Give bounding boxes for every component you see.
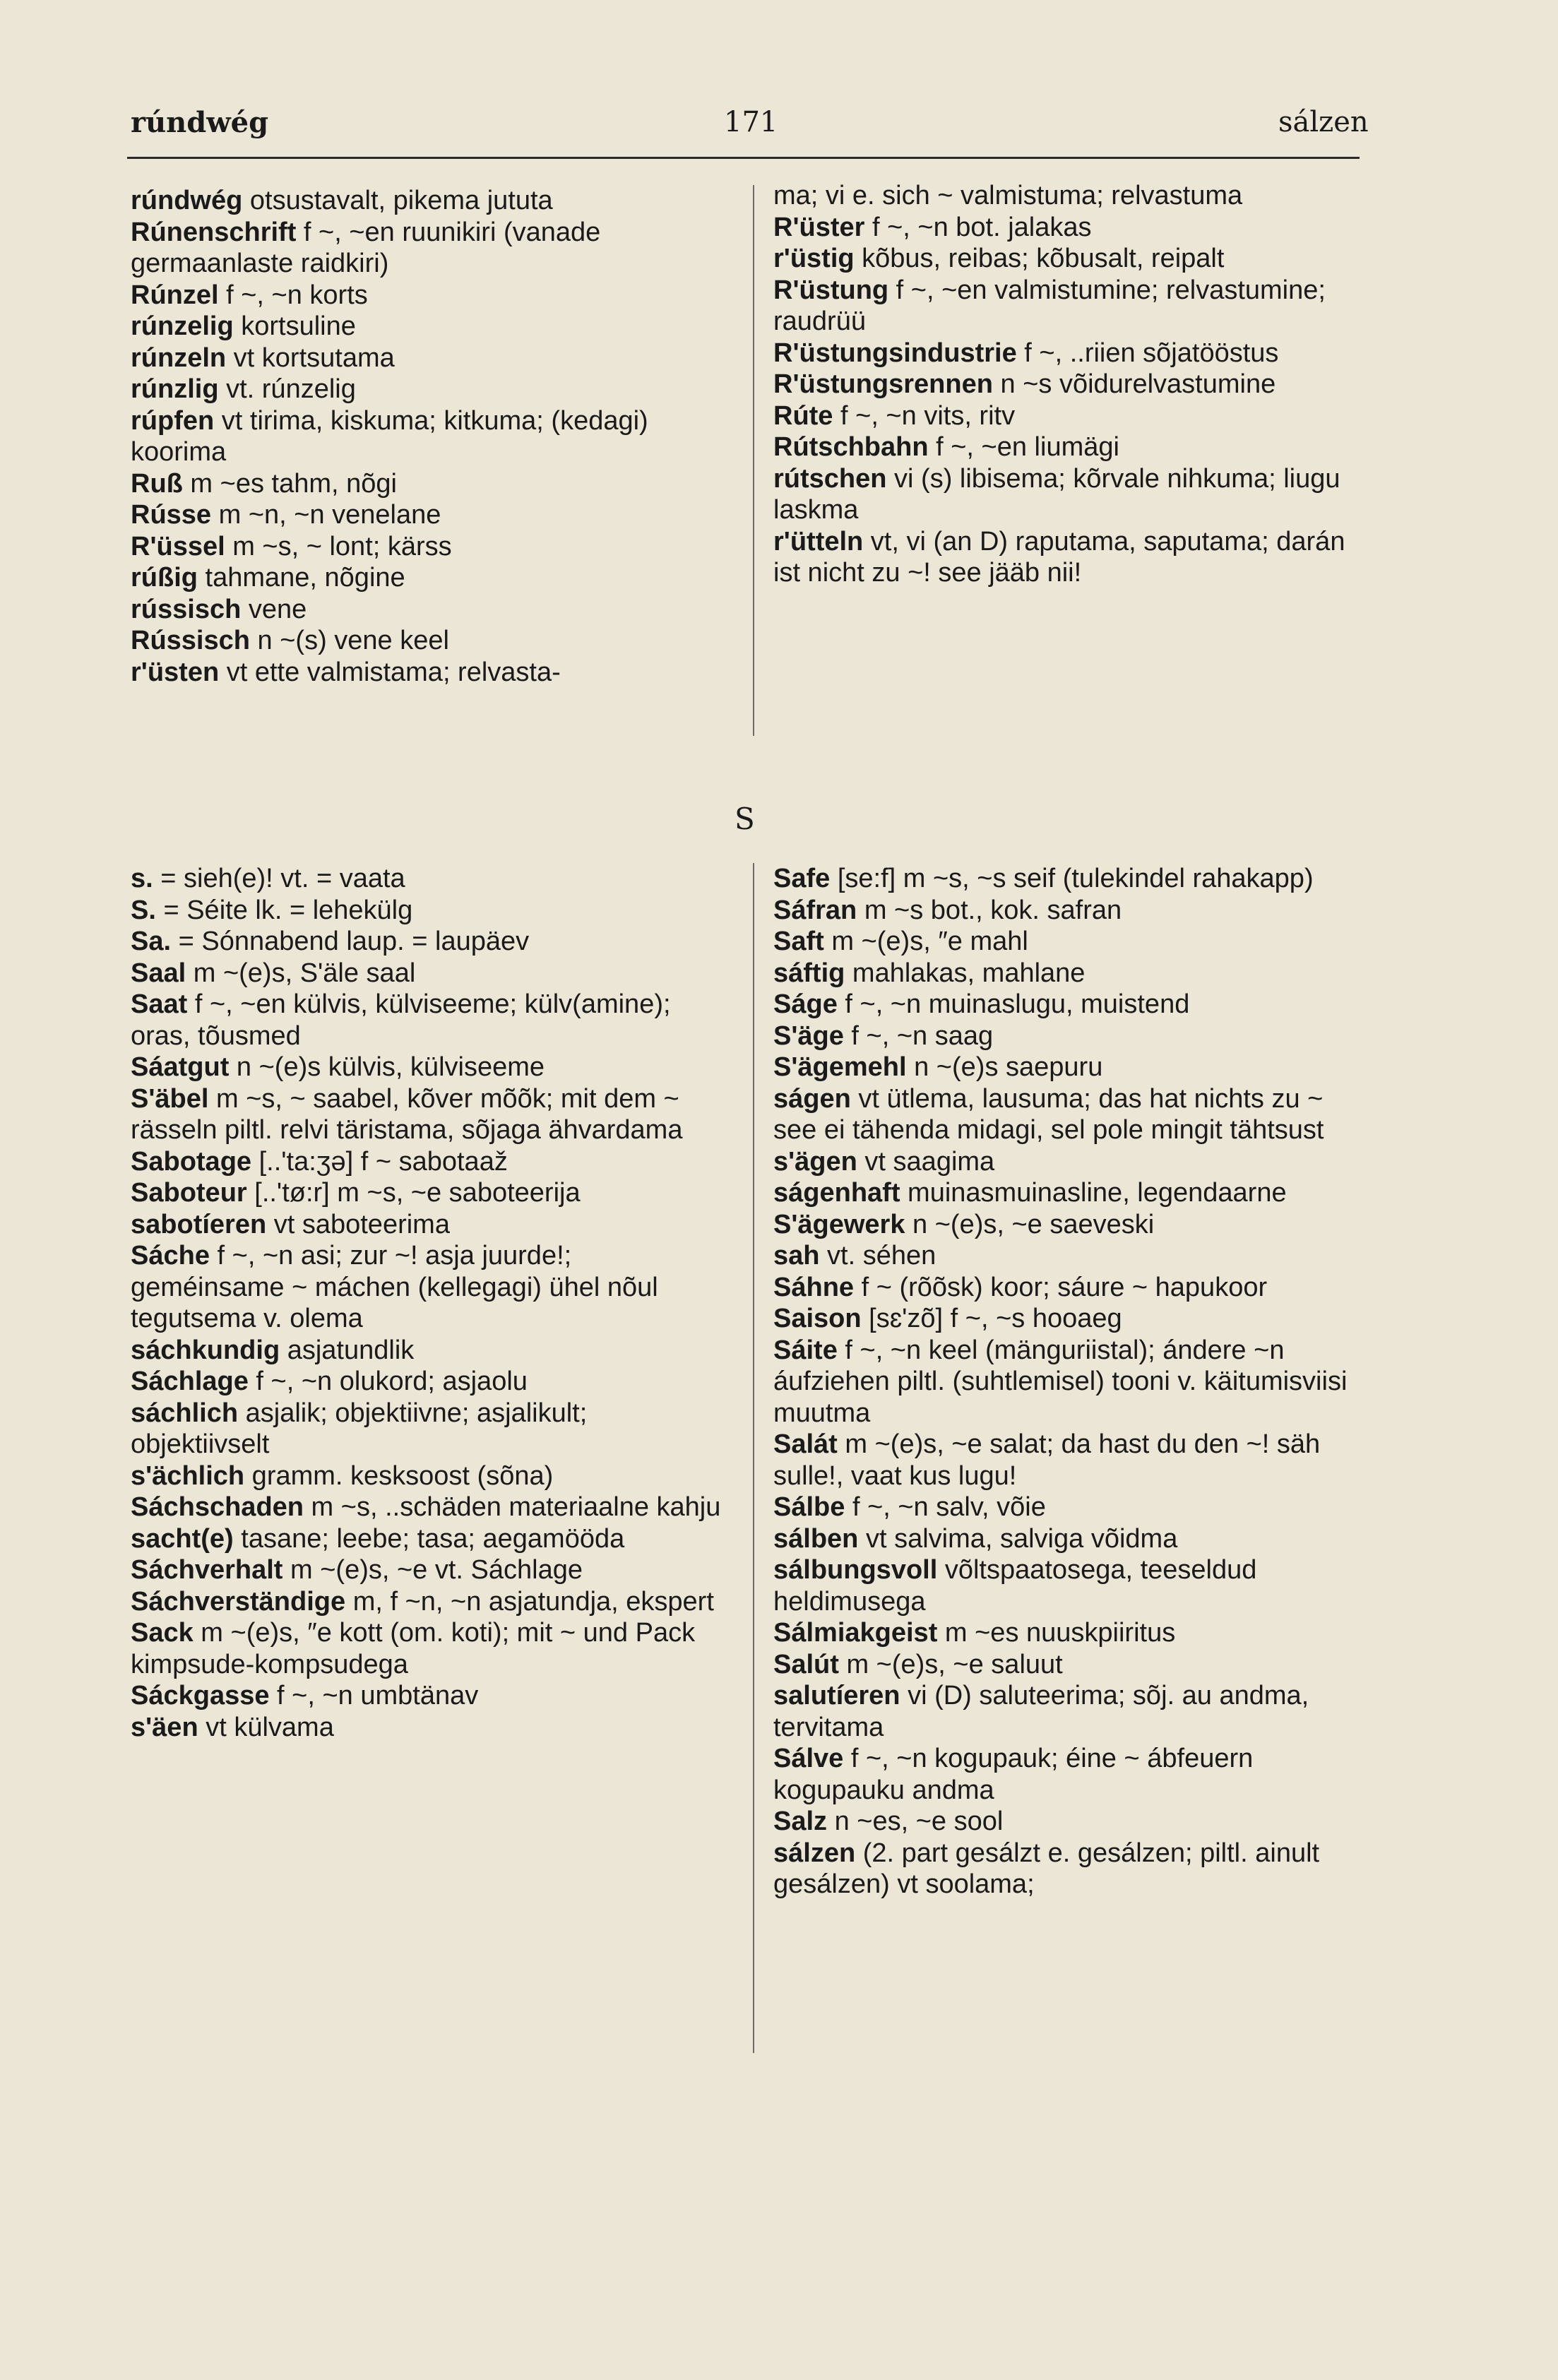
entry-definition: f ~, ~en liumägi [928, 432, 1119, 462]
entry-headword: rússisch [131, 594, 242, 624]
entry-definition: gramm. kesksoost (sõna) [244, 1460, 554, 1491]
entry-definition: (2. part gesálzt e. gesálzen; piltl. ainult gesálzen) vt soolama; [773, 1838, 1320, 1899]
dictionary-entry [131, 1554, 727, 1586]
entry-headword: Sáchverhalt [131, 1555, 283, 1585]
dictionary-entry [131, 343, 727, 374]
entry-definition: vene [241, 594, 307, 624]
entry-headword: Sáhne [773, 1272, 855, 1302]
dictionary-entry [773, 926, 1367, 958]
entry-headword: sáftig [773, 958, 845, 988]
dictionary-entry [131, 958, 727, 989]
entry-definition: vt ette valmistama; relvasta- [219, 657, 561, 687]
dictionary-entry [773, 212, 1367, 244]
entry-definition: n ~(e)s külvis, külviseeme [229, 1052, 545, 1082]
entry-definition: n ~(e)s, ~e saeveski [905, 1209, 1155, 1239]
dictionary-entry [131, 989, 727, 1052]
dictionary-entry [131, 280, 727, 311]
entry-definition: f ~ (rõõsk) koor; sáure ~ hapukoor [854, 1272, 1268, 1302]
entry-definition: m ~(e)s, ″e mahl [823, 927, 1028, 956]
dictionary-entry [131, 926, 727, 958]
entry-headword: Saison [773, 1304, 862, 1333]
entry-definition: otsustavalt, pikema jututa [242, 186, 553, 215]
column-top-right [773, 180, 1367, 589]
dictionary-entry [131, 1209, 727, 1241]
dictionary-entry [131, 1586, 727, 1618]
entry-headword: S. [131, 895, 156, 925]
entry-headword: S'äge [773, 1021, 844, 1051]
entry-headword: Sáfran [773, 895, 857, 925]
entry-headword: sacht(e) [131, 1523, 234, 1554]
entry-headword: R'üssel [131, 531, 225, 561]
entry-headword: r'ütteln [773, 526, 864, 557]
entry-headword: Sáchlage [131, 1367, 249, 1396]
entry-headword: s'ägen [773, 1146, 857, 1177]
dictionary-entry [773, 958, 1367, 989]
entry-headword: sálbungsvoll [773, 1555, 938, 1585]
entry-headword: sabotíeren [131, 1209, 267, 1239]
entry-headword: Sáche [131, 1241, 210, 1271]
dictionary-entry [773, 1492, 1367, 1523]
entry-headword: Safe [773, 864, 831, 893]
entry-headword: Rússisch [131, 626, 250, 655]
entry-definition: n ~s võidurelvastumine [992, 369, 1276, 399]
dictionary-entry [131, 1177, 727, 1209]
entry-definition: m ~es nuuskpiiritus [937, 1618, 1176, 1648]
dictionary-entry [773, 180, 1367, 212]
entry-headword: Sálmiakgeist [773, 1618, 938, 1648]
entry-headword: Sáchverständige [131, 1586, 346, 1617]
column-divider-top [753, 185, 754, 736]
entry-definition: [sɛ'zõ] f ~, ~s hooaeg [861, 1304, 1122, 1333]
page-number: 171 [724, 106, 778, 138]
dictionary-entry [773, 1523, 1367, 1555]
dictionary-entry [773, 526, 1367, 589]
entry-headword: Sáchschaden [131, 1492, 304, 1522]
dictionary-entry [773, 1052, 1367, 1083]
entry-definition: vt saagima [857, 1146, 995, 1177]
dictionary-entry [773, 1272, 1367, 1304]
dictionary-entry [773, 1209, 1367, 1241]
dictionary-entry [773, 863, 1367, 895]
entry-definition: muinasmuinasline, legendaarne [900, 1178, 1287, 1208]
entry-definition: m ~(e)s, ″e kott (om. koti); mit ~ und Pack kimpsude-kompsudega [131, 1618, 696, 1679]
entry-headword: rúßig [131, 563, 198, 593]
entry-headword: Ruß [131, 468, 183, 499]
entry-definition: vt salvima, salviga võidma [858, 1523, 1178, 1554]
entry-definition: m ~(e)s, ~e saluut [838, 1649, 1063, 1679]
dictionary-entry [131, 217, 727, 280]
dictionary-entry [131, 1523, 727, 1555]
entry-definition: = Séite lk. = lehekülg [155, 895, 413, 925]
column-top-left [131, 185, 727, 688]
entry-definition: m ~(e)s, ~e vt. Sáchlage [283, 1555, 583, 1585]
entry-headword: S'ägemehl [773, 1052, 907, 1082]
dictionary-entry [131, 499, 727, 531]
entry-headword: r'üstig [773, 244, 855, 273]
entry-definition: n ~(s) vene keel [249, 626, 449, 655]
entry-definition: kortsuline [233, 311, 356, 341]
entry-definition: vi (s) libisema; kõrvale nihkuma; liugu laskma [773, 463, 1340, 525]
entry-definition: vi (D) saluteerima; sõj. au andma, tervitama [773, 1681, 1309, 1742]
entry-definition: tasane; leebe; tasa; aegamööda [233, 1523, 625, 1554]
dictionary-entry [773, 1146, 1367, 1178]
entry-headword: r'üsten [131, 657, 220, 687]
entry-headword: sah [773, 1241, 820, 1271]
entry-definition: m ~s, ~ lont; kärss [225, 531, 452, 561]
entry-headword: Sáite [773, 1335, 838, 1365]
dictionary-entry [773, 432, 1367, 463]
dictionary-entry [773, 369, 1367, 400]
dictionary-entry [131, 1335, 727, 1367]
entry-headword: Salz [773, 1807, 828, 1836]
dictionary-entry [773, 1649, 1367, 1681]
dictionary-entry [773, 989, 1367, 1021]
entry-definition: m ~es tahm, nõgi [182, 468, 397, 499]
header-left-guideword: rúndwég [131, 106, 269, 139]
entry-headword: Rútschbahn [773, 432, 929, 462]
dictionary-entry [131, 468, 727, 500]
dictionary-entry [131, 1083, 727, 1146]
dictionary-entry [131, 1460, 727, 1492]
entry-definition: m ~s bot., kok. safran [857, 895, 1122, 925]
header-rule [127, 157, 1360, 159]
entry-headword: rúnzelig [131, 311, 234, 341]
entry-headword: sáchkundig [131, 1335, 280, 1365]
entry-definition: f ~, ~n keel (mänguriistal); ándere ~n áufziehen piltl. (suhtlemisel) tooni v. käitumisviisi muutma [773, 1335, 1348, 1428]
dictionary-entry [131, 657, 727, 689]
dictionary-entry [131, 311, 727, 343]
entry-definition: f ~, ~en ruunikiri (vanade germaanlaste raidkiri) [131, 217, 601, 278]
entry-definition: asjalik; objektiivne; asjalikult; objektiivselt [131, 1398, 588, 1459]
entry-headword: Ságe [773, 989, 838, 1019]
dictionary-entry [773, 1554, 1367, 1617]
entry-headword: Saft [773, 927, 824, 956]
entry-headword: ságen [773, 1083, 851, 1114]
dictionary-entry [773, 1177, 1367, 1209]
entry-headword: R'üstungsrennen [773, 369, 993, 399]
entry-headword: S'ägewerk [773, 1209, 905, 1239]
column-bottom-right [773, 863, 1367, 1900]
entry-definition: kõbus, reibas; kõbusalt, reipalt [854, 244, 1225, 273]
entry-definition: m ~(e)s, ~e salat; da hast du den ~! säh sulle!, vaat kus lugu! [773, 1429, 1321, 1491]
entry-definition: = Sónnabend laup. = laupäev [171, 927, 530, 956]
dictionary-entry [131, 625, 727, 657]
entry-definition: m ~s, ..schäden materiaalne kahju [304, 1492, 721, 1522]
entry-headword: Salút [773, 1649, 839, 1679]
dictionary-entry [131, 1052, 727, 1083]
entry-definition: n ~(e)s saepuru [906, 1052, 1103, 1082]
entry-headword: ságenhaft [773, 1178, 900, 1208]
dictionary-entry [131, 1398, 727, 1460]
entry-headword: S'äbel [131, 1083, 209, 1114]
dictionary-entry [773, 1617, 1367, 1649]
entry-definition: m ~(e)s, S'äle saal [186, 958, 416, 988]
entry-definition: m ~n, ~n venelane [211, 500, 441, 530]
entry-headword: Salát [773, 1429, 838, 1459]
entry-definition: vt, vi (an D) raputama, saputama; darán ist nicht zu ~! see jääb nii! [773, 526, 1345, 588]
entry-definition: vt tirima, kiskuma; kitkuma; (kedagi) koorima [131, 405, 648, 467]
dictionary-entry [131, 185, 727, 217]
entry-headword: sáchlich [131, 1398, 239, 1428]
entry-definition: ma; vi e. sich ~ valmistuma; relvastuma [773, 181, 1243, 210]
entry-definition: m, f ~n, ~n asjatundja, ekspert [345, 1586, 714, 1617]
entry-headword: R'üster [773, 212, 865, 242]
dictionary-entry [131, 1617, 727, 1680]
column-bottom-left [131, 863, 727, 1743]
entry-definition: f ~, ~en valmistumine; relvastumine; raudrüü [773, 275, 1326, 336]
entry-definition: f ~, ..riien sõjatööstus [1016, 338, 1279, 368]
entry-headword: Saal [131, 958, 186, 988]
dictionary-entry [773, 1240, 1367, 1272]
entry-headword: Sabotage [131, 1146, 252, 1177]
entry-headword: rúndwég [131, 186, 243, 215]
entry-definition: vt külvama [198, 1712, 334, 1742]
entry-definition: asjatundlik [280, 1335, 415, 1365]
column-divider-bottom [753, 863, 754, 2053]
dictionary-entry [131, 1240, 727, 1335]
header-right-guideword: sálzen [1278, 106, 1369, 138]
entry-definition: [..'ta:ʒə] f ~ sabotaaž [251, 1146, 508, 1177]
dictionary-entry [131, 594, 727, 626]
entry-definition: vt. séhen [819, 1241, 936, 1271]
entry-definition: [..'tø:r] m ~s, ~e saboteerija [246, 1178, 581, 1208]
entry-headword: Rúnenschrift [131, 217, 297, 247]
entry-headword: R'üstung [773, 275, 889, 305]
entry-headword: sálzen [773, 1838, 856, 1868]
dictionary-entry [131, 405, 727, 468]
dictionary-entry [773, 1806, 1367, 1838]
entry-headword: rúpfen [131, 405, 215, 436]
entry-headword: Saat [131, 989, 188, 1019]
entry-definition: f ~, ~n salv, võie [845, 1492, 1046, 1522]
entry-headword: sálben [773, 1523, 859, 1554]
entry-definition: vt kortsutama [226, 343, 395, 373]
dictionary-entry [131, 531, 727, 563]
entry-headword: Sálbe [773, 1492, 845, 1522]
entry-headword: Saboteur [131, 1178, 247, 1208]
dictionary-entry [131, 1146, 727, 1178]
entry-headword: Sa. [131, 927, 172, 956]
entry-headword: rútschen [773, 463, 887, 494]
dictionary-entry [773, 243, 1367, 275]
dictionary-entry [773, 1335, 1367, 1429]
entry-definition: mahlakas, mahlane [845, 958, 1086, 988]
dictionary-entry [773, 1680, 1367, 1743]
dictionary-entry [773, 1838, 1367, 1900]
dictionary-entry [773, 1429, 1367, 1492]
entry-headword: rúnzeln [131, 343, 227, 373]
entry-headword: Sálve [773, 1744, 844, 1773]
entry-headword: Rúte [773, 400, 833, 431]
dictionary-entry [131, 863, 727, 895]
dictionary-entry [131, 1366, 727, 1398]
entry-definition: n ~es, ~e sool [827, 1807, 1004, 1836]
dictionary-entry [773, 463, 1367, 526]
entry-definition: f ~, ~n muinaslugu, muistend [837, 989, 1190, 1019]
entry-headword: s. [131, 864, 153, 893]
entry-headword: rúnzlig [131, 374, 219, 404]
entry-definition: = sieh(e)! vt. = vaata [153, 864, 405, 893]
entry-definition: f ~, ~n kogupauk; éine ~ ábfeuern kogupauku andma [773, 1744, 1254, 1805]
dictionary-entry [773, 338, 1367, 369]
dictionary-entry [131, 1680, 727, 1712]
dictionary-entry [773, 1083, 1367, 1146]
dictionary-entry [131, 374, 727, 405]
dictionary-entry [131, 562, 727, 594]
dictionary-entry [773, 400, 1367, 432]
entry-definition: vt. rúnzelig [218, 374, 356, 404]
entry-definition: vt saboteerima [266, 1209, 450, 1239]
entry-headword: s'äen [131, 1712, 198, 1742]
dictionary-entry [773, 1303, 1367, 1335]
entry-definition: f ~, ~n korts [218, 280, 368, 310]
entry-headword: Sack [131, 1618, 194, 1648]
section-letter: S [735, 802, 755, 836]
entry-definition: f ~, ~n asi; zur ~! asja juurde!; geméinsame ~ máchen (kellegagi) ühel nõul tegutsema v. olema [131, 1241, 658, 1333]
entry-definition: f ~, ~n umbtänav [269, 1681, 479, 1710]
entry-definition: tahmane, nõgine [197, 563, 405, 593]
entry-headword: Sáatgut [131, 1052, 230, 1082]
entry-headword: s'ächlich [131, 1460, 245, 1491]
dictionary-entry [773, 275, 1367, 338]
entry-headword: R'üstungsindustrie [773, 338, 1017, 368]
entry-definition: f ~, ~n vits, ritv [833, 400, 1016, 431]
entry-headword: Sáckgasse [131, 1681, 270, 1710]
entry-definition: m ~s, ~ saabel, kõver mõõk; mit dem ~ rässeln piltl. relvi täristama, sõjaga ähvardama [131, 1083, 683, 1145]
dictionary-entry [773, 1743, 1367, 1806]
dictionary-entry [773, 1021, 1367, 1052]
entry-definition: f ~, ~n olukord; asjaolu [248, 1367, 528, 1396]
entry-definition: f ~, ~en külvis, külviseeme; külv(amine); oras, tõusmed [131, 989, 671, 1051]
dictionary-entry [131, 1492, 727, 1523]
entry-definition: [se:f] m ~s, ~s seif (tulekindel rahakapp) [830, 864, 1314, 893]
dictionary-entry [773, 895, 1367, 927]
entry-headword: Rússe [131, 500, 212, 530]
entry-headword: salutíeren [773, 1681, 900, 1710]
entry-definition: f ~, ~n bot. jalakas [864, 212, 1092, 242]
dictionary-entry [131, 1712, 727, 1744]
entry-definition: f ~, ~n saag [843, 1021, 994, 1051]
entry-headword: Rúnzel [131, 280, 219, 310]
entry-definition: vt ütlema, lausuma; das hat nichts zu ~ see ei tähenda midagi, sel pole mingit tähtsust [773, 1083, 1324, 1145]
dictionary-entry [131, 895, 727, 927]
entry-definition: võltspaatosega, teeseldud heldimusega [773, 1555, 1257, 1617]
